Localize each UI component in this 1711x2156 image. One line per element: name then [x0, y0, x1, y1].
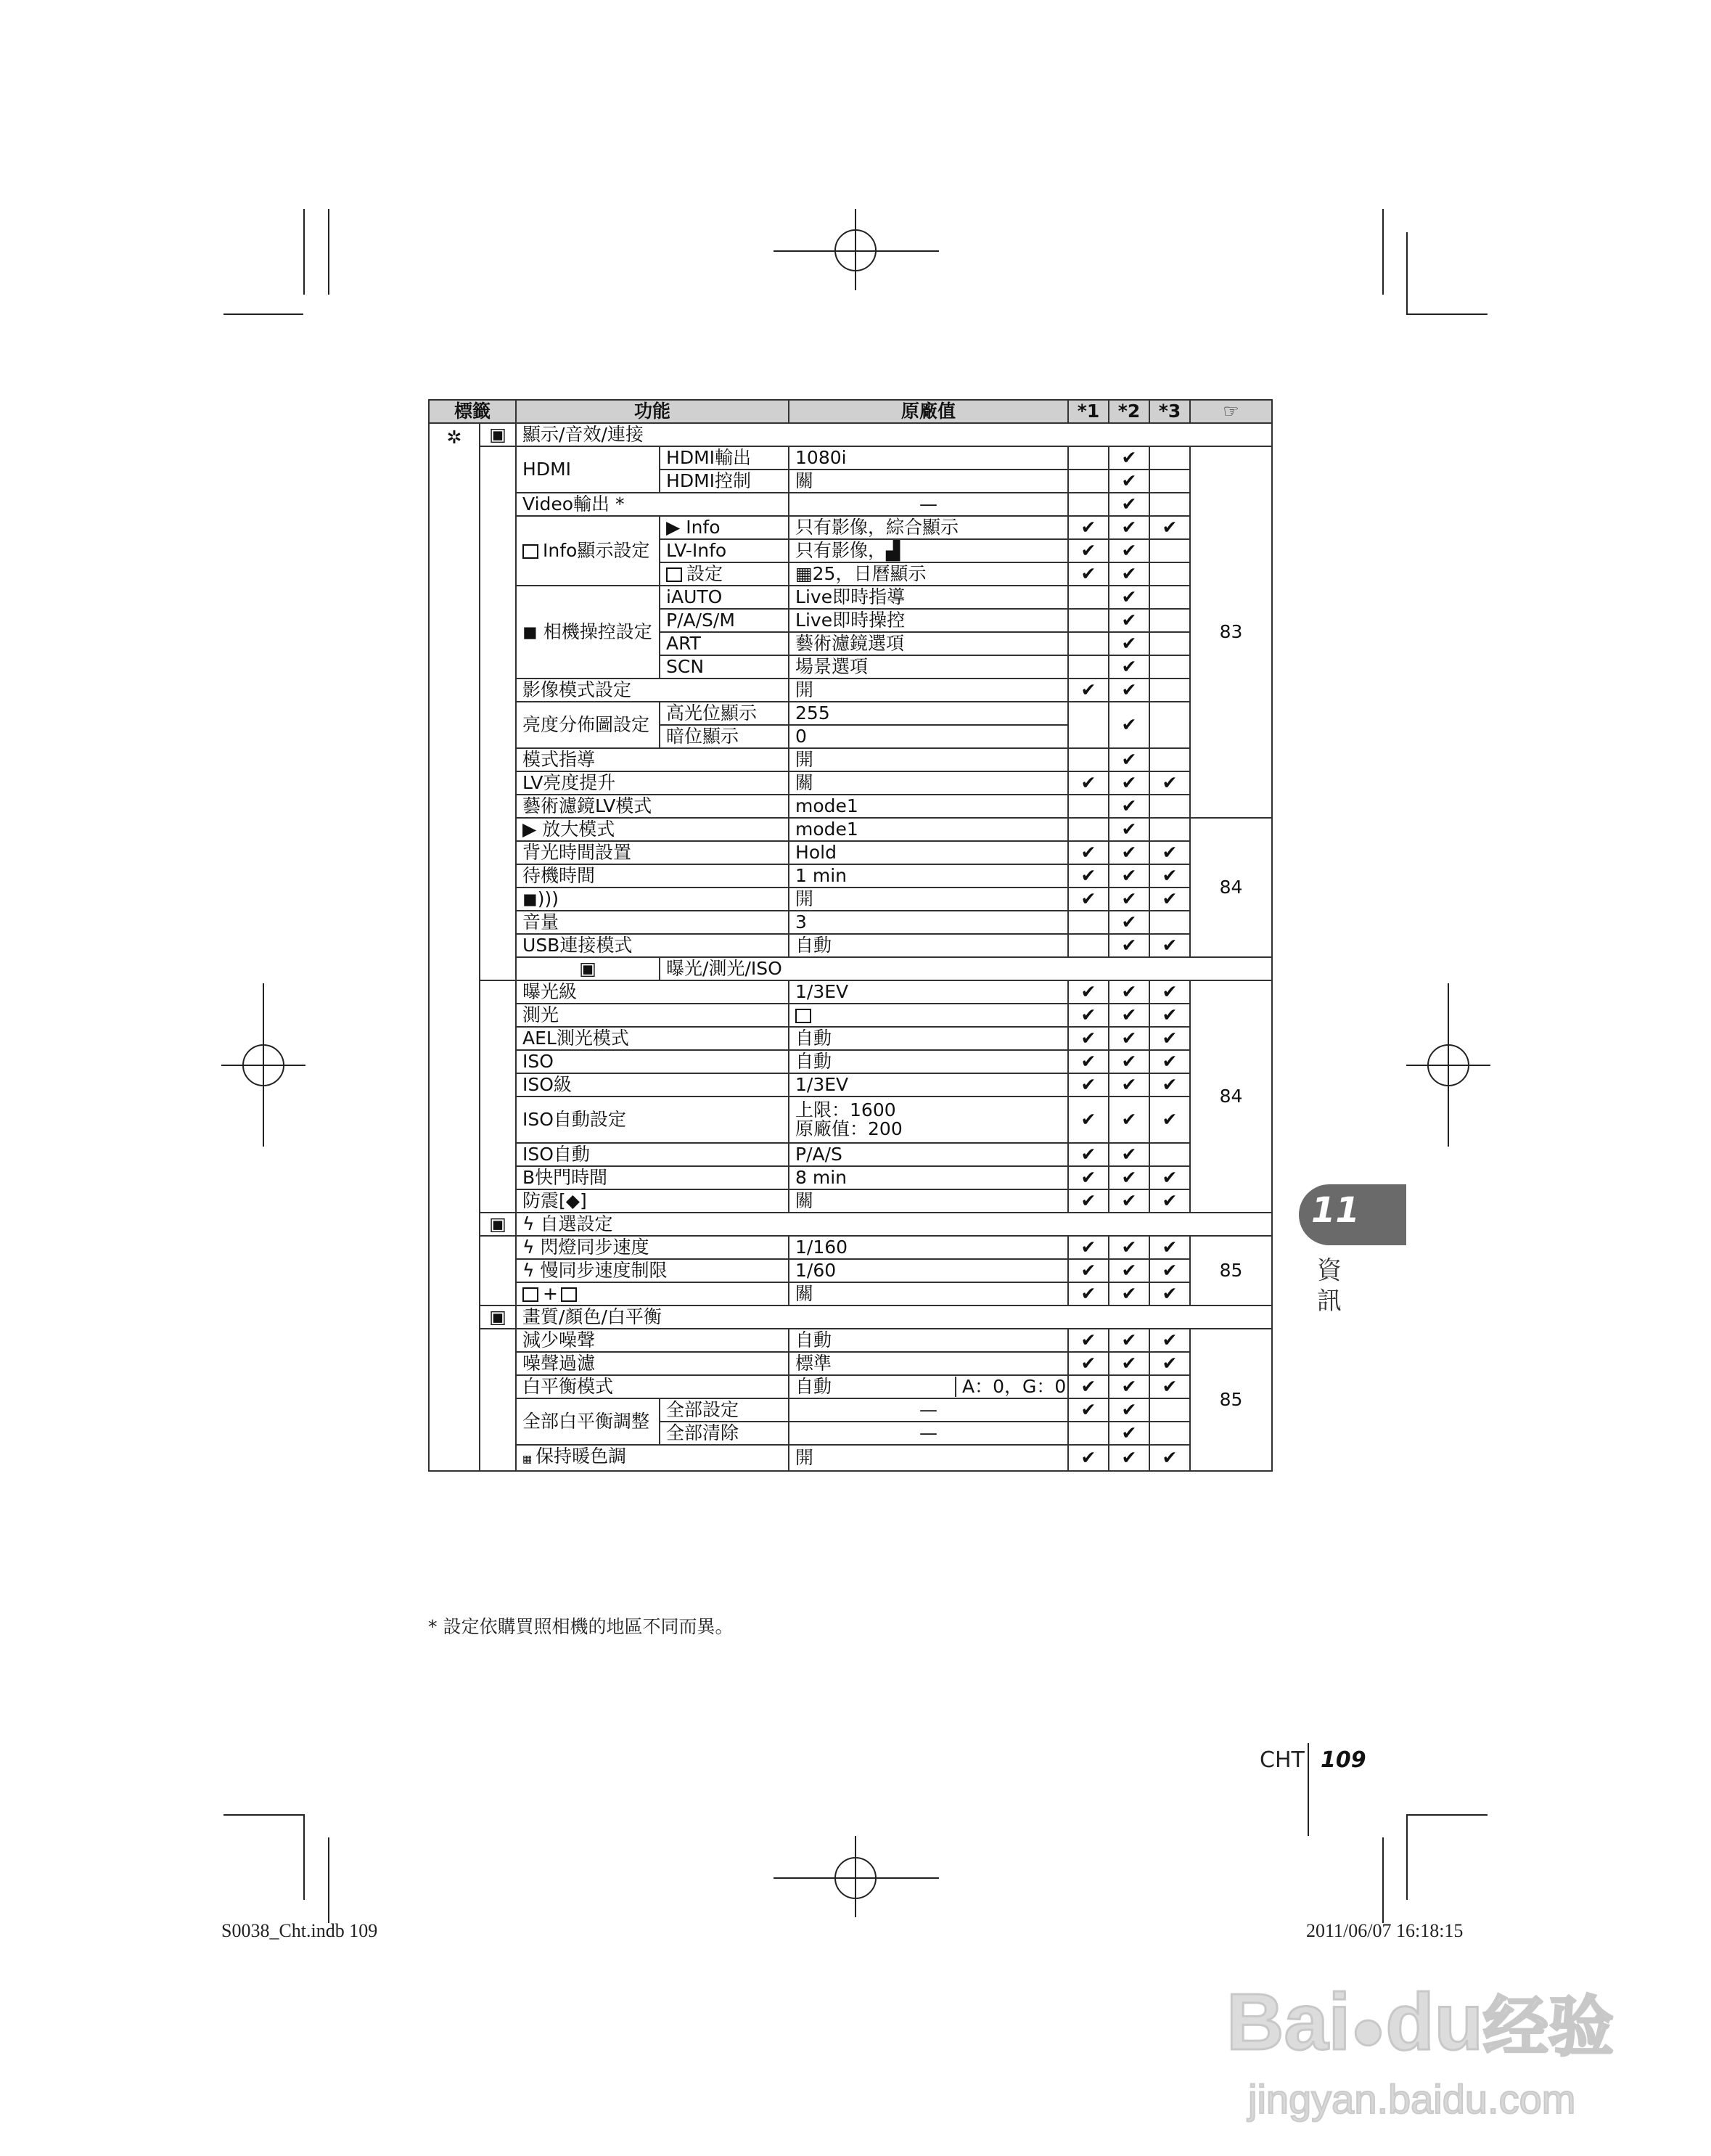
- check-icon: ✔: [1109, 470, 1149, 493]
- check-icon: ✔: [1068, 1282, 1109, 1306]
- table-row: 設定 ▦25，日曆顯示 ✔ ✔: [429, 562, 1272, 586]
- check-icon: ✔: [1068, 1329, 1109, 1352]
- header-function: 功能: [516, 400, 789, 423]
- crop-mark: [1406, 313, 1488, 315]
- header-c1: *1: [1068, 400, 1109, 423]
- check-icon: ✔: [1068, 1259, 1109, 1282]
- paw-icon: ●: [1350, 1997, 1386, 2062]
- check-icon: ✔: [1149, 1166, 1190, 1189]
- registration-circle: [1427, 1044, 1469, 1086]
- check-icon: ✔: [1109, 1073, 1149, 1097]
- table-row: 全部白平衡調整 全部設定 — ✔ ✔: [429, 1398, 1272, 1422]
- check-icon: ✔: [1068, 1097, 1109, 1143]
- check-icon: ✔: [1149, 516, 1190, 539]
- table-row: LV亮度提升 關 ✔ ✔ ✔: [429, 771, 1272, 795]
- check-icon: ✔: [1149, 1375, 1190, 1398]
- table-row: ◼ 相機操控設定 iAUTO Live即時指導 ✔: [429, 586, 1272, 609]
- check-icon: ✔: [1109, 795, 1149, 818]
- check-icon: ✔: [1109, 562, 1149, 586]
- check-icon: ✔: [1109, 516, 1149, 539]
- header-c2: *2: [1109, 400, 1149, 423]
- crop-mark: [303, 1814, 305, 1900]
- check-icon: ✔: [1109, 1189, 1149, 1213]
- metering-icon: [795, 1009, 811, 1023]
- check-icon: ✔: [1109, 1027, 1149, 1050]
- check-icon: ✔: [1068, 679, 1109, 702]
- timestamp: 2011/06/07 16:18:15: [1306, 1920, 1464, 1941]
- page-ref: 84: [1190, 818, 1272, 957]
- check-icon: ✔: [1109, 980, 1149, 1004]
- check-icon: ✔: [1149, 980, 1190, 1004]
- table-row: ◼))) 開 ✔ ✔ ✔: [429, 888, 1272, 911]
- check-icon: ✔: [1068, 516, 1109, 539]
- custom-menu-icon: ✲: [429, 423, 480, 1471]
- section-title: 自選設定: [540, 1213, 613, 1234]
- menu-f-icon: ▣: [480, 1213, 516, 1236]
- table-row: USB連接模式 自動 ✔ ✔: [429, 934, 1272, 957]
- table-row: ISO 自動 ✔ ✔ ✔: [429, 1050, 1272, 1073]
- table-row: 暗位顯示 0: [429, 725, 1272, 748]
- check-icon: ✔: [1109, 1097, 1149, 1143]
- check-icon: ✔: [1068, 1027, 1109, 1050]
- check-icon: ✔: [1149, 1073, 1190, 1097]
- check-icon: ✔: [1068, 888, 1109, 911]
- menu-e-icon: ▣: [516, 957, 660, 980]
- check-icon: ✔: [1109, 632, 1149, 655]
- check-icon: ✔: [1149, 864, 1190, 888]
- section-title: 曝光/測光/ISO: [660, 957, 1272, 980]
- header-c3: *3: [1149, 400, 1190, 423]
- crop-mark: [1382, 1837, 1384, 1923]
- page-ref: 83: [1190, 446, 1272, 818]
- check-icon: ✔: [1149, 1259, 1190, 1282]
- check-icon: ✔: [1068, 539, 1109, 562]
- chapter-label: 資 訊: [1317, 1256, 1342, 1316]
- table-row: [429, 423, 1272, 446]
- menu-d-icon: ▣: [480, 423, 516, 446]
- menu-g-icon: ▣: [480, 1306, 516, 1329]
- table-row: 防震[◆] 關 ✔ ✔ ✔: [429, 1189, 1272, 1213]
- page-divider: [1308, 1743, 1309, 1836]
- check-icon: ✔: [1068, 562, 1109, 586]
- crop-mark: [1382, 209, 1384, 295]
- check-icon: ✔: [1068, 1236, 1109, 1259]
- check-icon: ✔: [1109, 539, 1149, 562]
- check-icon: ✔: [1068, 1166, 1109, 1189]
- table-row: ISO自動 P/A/S ✔ ✔: [429, 1143, 1272, 1166]
- language-code: CHT: [1260, 1747, 1305, 1773]
- table-row: 背光時間設置 Hold ✔ ✔ ✔: [429, 841, 1272, 864]
- page-number: 109: [1321, 1747, 1366, 1773]
- check-icon: ✔: [1149, 1097, 1190, 1143]
- table-row: P/A/S/M Live即時操控 ✔: [429, 609, 1272, 632]
- chapter-number: 11: [1311, 1190, 1360, 1231]
- table-row: SCN 場景選項 ✔: [429, 655, 1272, 679]
- stabilizer-icon: ◆: [565, 1190, 580, 1211]
- exposure-comp-icon: [561, 1287, 577, 1302]
- row-label: HDMI: [516, 446, 660, 493]
- check-icon: ✔: [1109, 1236, 1149, 1259]
- check-icon: ✔: [1149, 1352, 1190, 1375]
- footnote: * 設定依購買照相機的地區不同而異。: [428, 1616, 734, 1637]
- section-title: 顯示/音效/連接: [516, 423, 1272, 446]
- check-icon: ✔: [1149, 1445, 1190, 1471]
- flash-comp-icon: [522, 1287, 538, 1302]
- check-icon: ✔: [1068, 864, 1109, 888]
- check-icon: ✔: [1109, 748, 1149, 771]
- check-icon: ✔: [1149, 888, 1190, 911]
- table-row: LV-Info 只有影像，▟ ✔ ✔: [429, 539, 1272, 562]
- check-icon: ✔: [1109, 1259, 1149, 1282]
- table-row: 曝光級 1/3EV ✔ ✔ ✔ 84: [429, 980, 1272, 1004]
- check-icon: ✔: [1149, 934, 1190, 957]
- table-row: 測光 ✔ ✔ ✔: [429, 1004, 1272, 1027]
- table-row: 待機時間 1 min ✔ ✔ ✔: [429, 864, 1272, 888]
- check-icon: ✔: [1068, 1398, 1109, 1422]
- table-row: 白平衡模式 自動 A：0，G：0 ✔ ✔ ✔: [429, 1375, 1272, 1398]
- check-icon: ✔: [1068, 1352, 1109, 1375]
- flash-icon: ϟ: [522, 1260, 541, 1281]
- crop-mark: [303, 209, 305, 295]
- check-icon: ✔: [1109, 1004, 1149, 1027]
- check-icon: ✔: [1068, 1004, 1109, 1027]
- check-icon: ✔: [1068, 1445, 1109, 1471]
- check-icon: ✔: [1068, 771, 1109, 795]
- table-row: 影像模式設定 開 ✔ ✔: [429, 679, 1272, 702]
- check-icon: ✔: [1109, 1352, 1149, 1375]
- file-name: S0038_Cht.indb 109: [221, 1920, 378, 1941]
- camera-icon: ◼: [522, 621, 543, 642]
- settings-table: [428, 399, 1273, 1472]
- crop-mark: [223, 313, 303, 315]
- table-row: [429, 1213, 1272, 1236]
- table-row: HDMI HDMI輸出 1080i ✔ 83: [429, 446, 1272, 470]
- play-icon: ▶: [666, 517, 686, 538]
- table-row: 模式指導 開 ✔: [429, 748, 1272, 771]
- baidu-watermark: Bai●du经验 jingyan.baidu.com: [1226, 1977, 1614, 2122]
- table-row: [429, 957, 1272, 980]
- registration-circle: [242, 1044, 284, 1086]
- table-row: ▶ 放大模式 mode1 ✔ 84: [429, 818, 1272, 841]
- crop-mark: [328, 209, 329, 295]
- table-row: + 關 ✔ ✔ ✔: [429, 1282, 1272, 1306]
- table-row: 藝術濾鏡LV模式 mode1 ✔: [429, 795, 1272, 818]
- table-row: ART 藝術濾鏡選項 ✔: [429, 632, 1272, 655]
- check-icon: ✔: [1068, 841, 1109, 864]
- check-icon: ✔: [1109, 1050, 1149, 1073]
- crop-mark: [1406, 1814, 1408, 1900]
- crop-mark: [223, 1814, 303, 1816]
- check-icon: ✔: [1109, 702, 1149, 748]
- check-icon: ✔: [1109, 864, 1149, 888]
- check-icon: ✔: [1149, 771, 1190, 795]
- table-row: AEL測光模式 自動 ✔ ✔ ✔: [429, 1027, 1272, 1050]
- check-icon: ✔: [1109, 1422, 1149, 1445]
- check-icon: ✔: [1109, 1282, 1149, 1306]
- check-icon: ✔: [1109, 609, 1149, 632]
- check-icon: ✔: [1109, 818, 1149, 841]
- table-row: 噪聲過濾 標準 ✔ ✔ ✔: [429, 1352, 1272, 1375]
- check-icon: ✔: [1149, 1027, 1190, 1050]
- header-tab: 標籤: [429, 400, 516, 423]
- table-row: ϟ 閃燈同步速度 1/160 ✔ ✔ ✔ 85: [429, 1236, 1272, 1259]
- check-icon: ✔: [1109, 934, 1149, 957]
- check-icon: ✔: [1149, 1282, 1190, 1306]
- check-icon: ✔: [1149, 841, 1190, 864]
- table-row: B快門時間 8 min ✔ ✔ ✔: [429, 1166, 1272, 1189]
- check-icon: ✔: [1109, 1375, 1149, 1398]
- check-icon: ✔: [1109, 493, 1149, 516]
- table-row: 亮度分佈圖設定 高光位顯示 255 ✔: [429, 702, 1272, 725]
- table-header: [429, 400, 1272, 423]
- table-row: ▦ 保持暖色調 開 ✔ ✔ ✔: [429, 1445, 1272, 1471]
- check-icon: ✔: [1109, 586, 1149, 609]
- check-icon: ✔: [1109, 1329, 1149, 1352]
- check-icon: ✔: [1068, 1073, 1109, 1097]
- check-icon: ✔: [1109, 655, 1149, 679]
- table-row: ISO自動設定 上限：1600 原廠值：200 ✔ ✔ ✔: [429, 1097, 1272, 1143]
- check-icon: ✔: [1068, 1050, 1109, 1073]
- thumbnail-grid-icon: ▦: [795, 563, 813, 584]
- check-icon: ✔: [1149, 1189, 1190, 1213]
- crop-mark: [1406, 232, 1408, 313]
- table-row: 全部清除 — ✔: [429, 1422, 1272, 1445]
- page-ref: 85: [1190, 1236, 1272, 1306]
- index-icon: [666, 567, 682, 582]
- header-default: 原廠值: [789, 400, 1068, 423]
- page-ref: 84: [1190, 980, 1272, 1213]
- check-icon: ✔: [1109, 1143, 1149, 1166]
- table-row: [429, 1306, 1272, 1329]
- check-icon: ✔: [1068, 1189, 1109, 1213]
- check-icon: ✔: [1149, 1329, 1190, 1352]
- wb-auto-icon: ▦: [522, 1454, 536, 1465]
- table-row: ϟ 慢同步速度制限 1/60 ✔ ✔ ✔: [429, 1259, 1272, 1282]
- check-icon: ✔: [1149, 1050, 1190, 1073]
- check-icon: ✔: [1109, 1398, 1149, 1422]
- registration-circle: [834, 229, 877, 271]
- check-icon: ✔: [1149, 1236, 1190, 1259]
- table-row: 減少噪聲 自動 ✔ ✔ ✔ 85: [429, 1329, 1272, 1352]
- check-icon: ✔: [1109, 888, 1149, 911]
- table-row: ISO級 1/3EV ✔ ✔ ✔: [429, 1073, 1272, 1097]
- table-row: Info顯示設定 ▶ Info 只有影像，綜合顯示 ✔ ✔ ✔: [429, 516, 1272, 539]
- check-icon: ✔: [1149, 1004, 1190, 1027]
- flash-icon: ϟ: [522, 1237, 541, 1258]
- check-icon: ✔: [1068, 980, 1109, 1004]
- playback-icon: ▶: [522, 819, 543, 840]
- crop-mark: [1406, 1814, 1488, 1816]
- check-icon: ✔: [1109, 446, 1149, 470]
- registration-circle: [834, 1857, 877, 1899]
- section-title: 畫質/顏色/白平衡: [516, 1306, 1272, 1329]
- check-icon: ✔: [1109, 1166, 1149, 1189]
- beep-icon: ◼))): [516, 888, 789, 911]
- check-icon: ✔: [1068, 1143, 1109, 1166]
- check-icon: ✔: [1109, 771, 1149, 795]
- page-ref: 85: [1190, 1329, 1272, 1471]
- flash-icon: ϟ: [522, 1213, 541, 1234]
- crop-mark: [328, 1837, 329, 1923]
- info-display-icon: [522, 544, 538, 559]
- check-icon: ✔: [1068, 1375, 1109, 1398]
- table-row: Video輸出 * — ✔: [429, 493, 1272, 516]
- histogram-icon: ▟: [886, 540, 900, 561]
- check-icon: ✔: [1109, 1445, 1149, 1471]
- table-row: HDMI控制 關 ✔: [429, 470, 1272, 493]
- check-icon: ✔: [1109, 679, 1149, 702]
- page-ref-icon: ☞: [1190, 400, 1272, 423]
- check-icon: ✔: [1109, 841, 1149, 864]
- check-icon: ✔: [1109, 911, 1149, 934]
- table-row: 音量 3 ✔: [429, 911, 1272, 934]
